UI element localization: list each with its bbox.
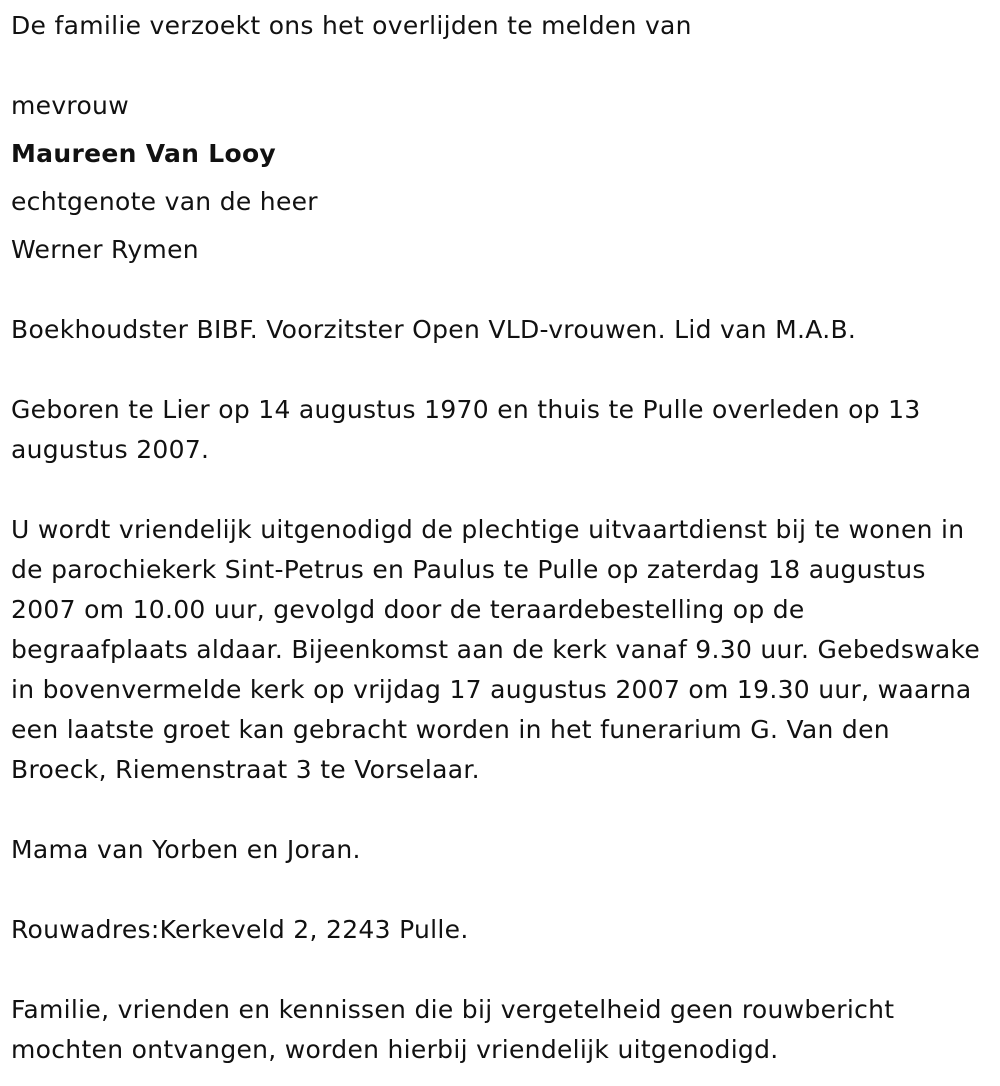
- mourning-address: Rouwadres:Kerkeveld 2, 2243 Pulle.: [11, 915, 469, 944]
- closing-text: Familie, vrienden en kennissen die bij vergetelheid geen rouwbericht mochten ontvangen, worden hierbij vriendelijk uitgenodigd.: [11, 995, 895, 1064]
- relation-text: echtgenote van de heer: [11, 187, 318, 216]
- occupation-text: Boekhoudster BIBF. Voorzitster Open VLD-vrouwen. Lid van M.A.B.: [11, 315, 857, 344]
- children-text: Mama van Yorben en Joran.: [11, 835, 361, 864]
- spouse-name: Werner Rymen: [11, 235, 199, 264]
- funeral-service-text: U wordt vriendelijk uitgenodigd de plechtige uitvaartdienst bij te wonen in de parochiekerk Sint-Petrus en Paulus te Pulle op zaterdag 18 augustus 2007 om 10.00 uur, gevolgd door de teraardebestelling op de begraafplaats aldaar. Bijeenkomst aan de kerk vanaf 9.30 uur. Gebedswake in bovenvermelde kerk op vrijdag 17 augustus 2007 om 19.30 uur, waarna een laatste groet kan gebracht worden in het funerarium G. Van den Broeck, Riemenstraat 3 te Vorselaar.: [11, 515, 981, 784]
- deceased-name: Maureen Van Looy: [11, 139, 277, 168]
- intro-text: De familie verzoekt ons het overlijden te melden van: [11, 11, 692, 40]
- birth-death-text: Geboren te Lier op 14 augustus 1970 en thuis te Pulle overleden op 13 augustus 2007.: [11, 395, 921, 464]
- salutation: mevrouw: [11, 91, 129, 120]
